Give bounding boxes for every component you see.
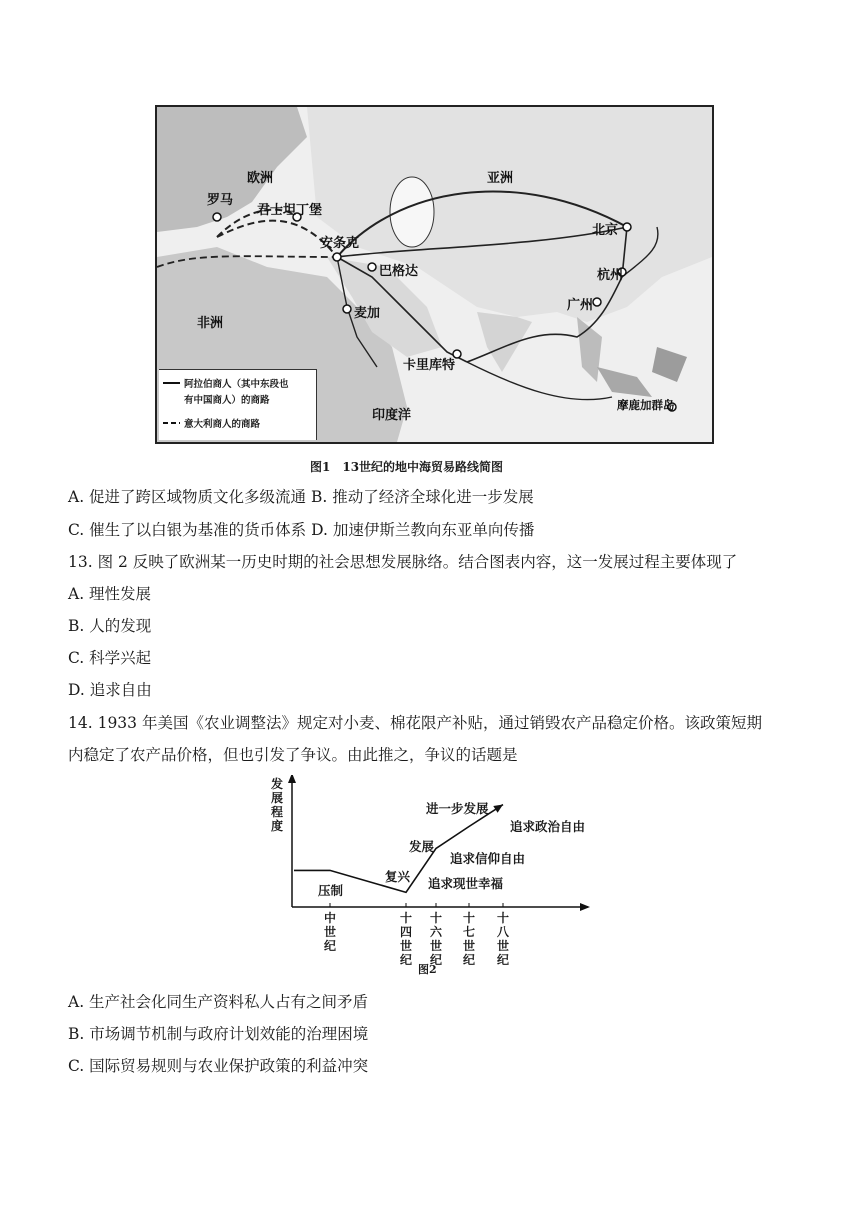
figure2-chart	[270, 775, 590, 975]
q12-options-cd: C. 催生了以白银为基准的货币体系 D. 加速伊斯兰教向东亚单向传播	[68, 521, 535, 539]
q14-option-a: A. 生产社会化同生产资料私人占有之间矛盾	[68, 993, 369, 1011]
annotation-suppress: 压制	[318, 883, 344, 898]
label-moluccas: 摩鹿加群岛	[617, 398, 675, 412]
label-baghdad: 巴格达	[379, 264, 419, 279]
legend-arab-line2: 有中国商人）的商路	[184, 395, 270, 406]
y-axis-label: 发展程度	[270, 777, 283, 833]
label-asia: 亚洲	[487, 171, 514, 186]
q12-options-ab: A. 促进了跨区域物质文化多级流通 B. 推动了经济全球化进一步发展	[68, 488, 534, 506]
series-arrowhead	[493, 805, 503, 813]
q13-option-b: B. 人的发现	[68, 617, 152, 635]
q14-stem-line2: 内稳定了农产品价格，但也引发了争议。由此推之，争议的话题是	[68, 746, 518, 764]
annotation-political: 追求政治自由	[510, 819, 586, 834]
q13-option-d: D. 追求自由	[68, 681, 152, 699]
q13-stem: 13. 图 2 反映了欧洲某一历史时期的社会思想发展脉络。结合图表内容，这一发展过程主要体现了	[68, 553, 738, 571]
legend-arab-line1: 阿拉伯商人（其中东段也	[184, 379, 289, 390]
q14-option-c: C. 国际贸易规则与农业保护政策的利益冲突	[68, 1057, 369, 1075]
label-europe: 欧洲	[247, 171, 274, 186]
label-indian-ocean: 印度洋	[372, 408, 412, 423]
y-axis-arrow	[288, 775, 296, 783]
q14-stem-line1: 14. 1933 年美国《农业调整法》规定对小麦、棉花限产补贴，通过销毁农产品稳定价格。该政策短期	[68, 714, 762, 732]
label-antioch: 安条克	[320, 236, 360, 251]
annotation-develop: 发展	[409, 839, 435, 854]
q14-option-b: B. 市场调节机制与政府计划效能的治理困境	[68, 1025, 369, 1043]
label-calicut: 卡里库特	[403, 358, 456, 373]
annotation-faith: 追求信仰自由	[450, 851, 526, 866]
label-mecca: 麦加	[354, 306, 381, 321]
q13-option-a: A. 理性发展	[68, 585, 152, 603]
annotation-further: 进一步发展	[426, 801, 489, 816]
trade-route-map	[155, 105, 714, 444]
label-beijing: 北京	[592, 223, 619, 238]
annotation-revival: 复兴	[385, 869, 411, 884]
legend-line-symbols	[162, 376, 182, 436]
figure2-caption: 图2	[418, 963, 437, 976]
x-tick-label: 十六世纪	[429, 911, 442, 967]
annotation-happiness: 追求现世幸福	[428, 876, 504, 891]
legend-italian: 意大利商人的商路	[184, 419, 261, 430]
figure1-caption: 图1 13世纪的地中海贸易路线简图	[310, 460, 504, 474]
x-tick-label: 十七世纪	[462, 911, 475, 967]
x-tick-label: 十四世纪	[399, 911, 412, 967]
x-tick-label: 中世纪	[323, 911, 336, 953]
label-africa: 非洲	[197, 316, 224, 331]
label-guangzhou: 广州	[567, 298, 594, 313]
map-legend	[159, 369, 317, 440]
q13-option-c: C. 科学兴起	[68, 649, 152, 667]
label-rome: 罗马	[207, 193, 234, 208]
x-tick-label: 十八世纪	[496, 911, 509, 967]
label-hangzhou: 杭州	[597, 268, 624, 283]
label-constantinople: 君士坦丁堡	[257, 203, 323, 218]
x-axis-arrow	[580, 903, 590, 911]
